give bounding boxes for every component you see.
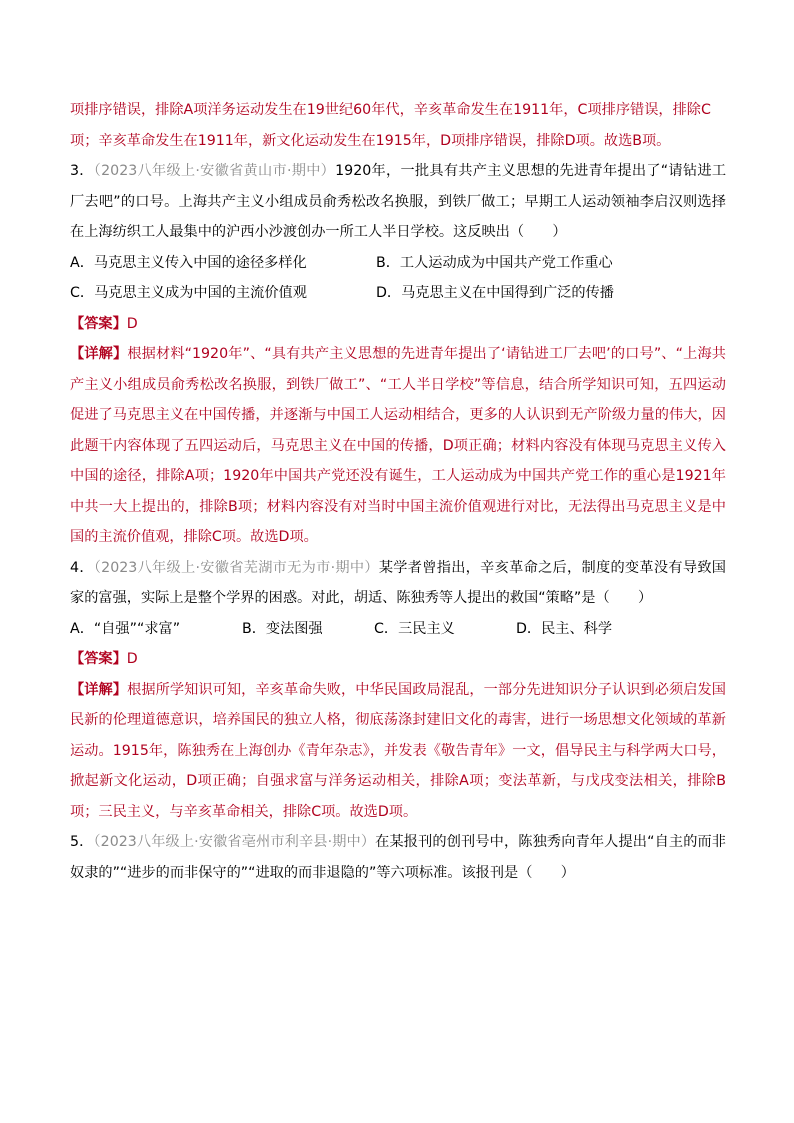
explanation xyxy=(70,339,726,553)
question-number: 4． xyxy=(70,559,94,576)
question-text: 1920年，一批具有共产主义思想的先进青年提出了“请钻进工厂去吧”的口号。上海共产主义小组成员俞秀松改名换服，到铁厂做工；早期工人运动领袖李启汉则选择在上海纺织工人最集中的沪西小沙渡创办一所工人半日学校。这反映出（ ） xyxy=(70,163,727,240)
detail-part-2: 请钻进工厂去吧 xyxy=(505,346,607,362)
question-source: （2023八年级上·安徽省亳州市利辛县·期中） xyxy=(93,834,376,850)
carryover-line-2: 项；辛亥革命发生在1911年，新文化运动发生在1915年，D项排序错误，排除D项。故选B项。 xyxy=(70,132,671,149)
option-a: A．“自强”“求富” xyxy=(70,620,181,637)
question-stem xyxy=(70,827,726,888)
answer-value: D xyxy=(126,651,138,667)
answer-tag: 【答案】 xyxy=(70,651,127,667)
explanation xyxy=(70,675,726,828)
option-d: D．马克思主义在中国得到广泛的传播 xyxy=(376,285,614,301)
answer-value: D xyxy=(126,315,138,332)
question-5 xyxy=(70,827,726,888)
option-d: D．民主、科学 xyxy=(516,620,613,637)
options-list xyxy=(70,248,726,309)
question-text: 某学者曾指出，辛亥革命之后，制度的变革没有导致国家的富强，实际上是整个学界的困惑。对此，胡适、陈独秀等人提出的救国“策略”是（ ） xyxy=(70,559,726,606)
question-4 xyxy=(70,553,726,828)
question-stem xyxy=(70,553,726,614)
question-3 xyxy=(70,156,726,553)
option-c: C．三民主义 xyxy=(374,620,455,637)
answer-line xyxy=(70,309,726,340)
detail-tag: 【详解】 xyxy=(70,346,128,362)
question-number: 5． xyxy=(70,834,94,850)
document-page xyxy=(70,95,726,888)
question-stem xyxy=(70,156,726,248)
option-b: B．工人运动成为中国共产党工作重心 xyxy=(376,254,613,271)
carryover-line-1: 项排序错误，排除A项洋务运动发生在19世纪60年代，辛亥革命发生在1911年，C项排序错误，排除C xyxy=(70,102,711,118)
question-source: （2023八年级上·安徽省芜湖市无为市·期中） xyxy=(93,559,379,576)
options-list xyxy=(70,614,726,645)
detail-tag: 【详解】 xyxy=(70,681,128,698)
question-source: （2023八年级上·安徽省黄山市·期中） xyxy=(93,163,336,179)
question-number: 3． xyxy=(70,163,94,179)
answer-line xyxy=(70,644,726,675)
option-c: C．马克思主义成为中国的主流价值观 xyxy=(70,285,307,301)
detail-text: 根据所学知识可知，辛亥革命失败，中华民国政局混乱，一部分先进知识分子认识到必须启发国民新的伦理道德意识，培养国民的独立人格，彻底荡涤封建旧文化的毒害，进行一场思想文化领域的革新运动。1915年，陈独秀在上海创办《青年杂志》，并发表《敬告青年》一文，倡导民主与科学两大口号，掀起新文化运动，D项正确；自强求富与洋务运动相关，排除A项；变法革新，与戊戌变法相关，排除B项；三民主义，与辛亥革命相关，排除C项。故选D项。 xyxy=(70,681,726,820)
answer-tag: 【答案】 xyxy=(70,315,127,332)
option-a: A．马克思主义传入中国的途径多样化 xyxy=(70,254,307,271)
question-text: 在某报刊的创刊号中，陈独秀向青年人提出“自主的而非奴隶的”“进步的而非保守的”“进取的而非退隐的”等六项标准。该报刊是（ ） xyxy=(70,834,726,881)
detail-part-3: ’的口号”、“上海共产主义小组成员俞秀松改名换服，到铁厂做工”、“工人半日学校”等信息，结合所学知识可知，五四运动促进了马克思主义在中国传播，并逐渐与中国工人运动相结合，更多的人认识到无产阶级力量的伟大，因此题干内容体现了五四运动后，马克思主义在中国的传播，D项正确；材料内容没有体现马克思主义传入中国的途径，排除A项；1920年中国共产党还没有诞生，工人运动成为中国共产党工作的重心是1921年中共一大上提出的，排除B项；材料内容没有对当时中国主流价值观进行对比，无法得出马克思主义是中国的主流价值观，排除C项。故选D项。 xyxy=(70,346,726,545)
option-b: B．变法图强 xyxy=(242,620,323,637)
detail-part-1: 根据材料“1920年”、“具有共产主义思想的先进青年提出了‘ xyxy=(127,346,506,362)
